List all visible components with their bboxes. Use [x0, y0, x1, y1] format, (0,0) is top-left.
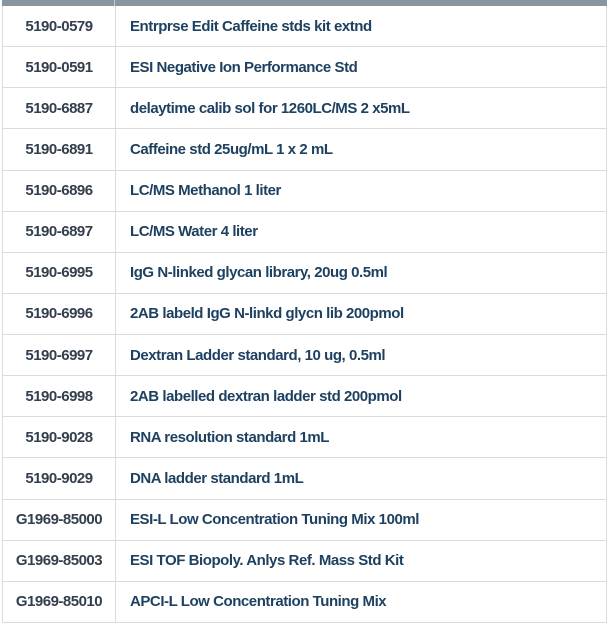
table-row — [2, 88, 607, 129]
table-row — [2, 294, 607, 335]
table-row — [2, 47, 607, 88]
part-number-cell: 5190-9029 — [3, 458, 116, 498]
description-cell: LC/MS Water 4 liter — [130, 223, 258, 241]
table-body — [2, 6, 607, 623]
description-cell: delaytime calib sol for 1260LC/MS 2 x5mL — [130, 99, 410, 117]
table-row — [2, 253, 607, 294]
part-number-cell: 5190-6891 — [3, 129, 116, 169]
table-row — [2, 6, 607, 47]
parts-table — [2, 0, 607, 623]
description-cell: 2AB labelled dextran ladder std 200pmol — [130, 387, 402, 405]
description-cell: ESI-L Low Concentration Tuning Mix 100ml — [130, 511, 419, 529]
description-cell: LC/MS Methanol 1 liter — [130, 182, 281, 200]
description-cell: DNA ladder standard 1mL — [130, 469, 304, 487]
description-cell: Entrprse Edit Caffeine stds kit extnd — [130, 17, 372, 35]
table-row — [2, 376, 607, 417]
part-number-cell: 5190-6995 — [3, 253, 116, 293]
table-row — [2, 335, 607, 376]
part-number-cell: 5190-6996 — [3, 294, 116, 334]
part-number-cell: G1969-85010 — [3, 582, 116, 622]
table-row — [2, 417, 607, 458]
table-row — [2, 212, 607, 253]
part-number-cell: 5190-0591 — [3, 47, 116, 87]
description-cell: ESI TOF Biopoly. Anlys Ref. Mass Std Kit — [130, 552, 404, 570]
part-number-cell: G1969-85000 — [3, 500, 116, 540]
description-cell: IgG N-linked glycan library, 20ug 0.5ml — [130, 264, 388, 282]
table-row — [2, 582, 607, 623]
table-row — [2, 458, 607, 499]
part-number-cell: 5190-0579 — [3, 6, 116, 46]
table-row — [2, 129, 607, 170]
part-number-cell: G1969-85003 — [3, 541, 116, 581]
description-cell: 2AB labeld IgG N-linkd glycn lib 200pmol — [130, 305, 404, 323]
description-cell: Dextran Ladder standard, 10 ug, 0.5ml — [130, 346, 386, 364]
part-number-cell: 5190-6998 — [3, 376, 116, 416]
table-row — [2, 541, 607, 582]
description-cell: RNA resolution standard 1mL — [130, 428, 329, 446]
description-cell: Caffeine std 25ug/mL 1 x 2 mL — [130, 140, 333, 158]
part-number-cell: 5190-6897 — [3, 212, 116, 252]
table-row — [2, 171, 607, 212]
table-row — [2, 500, 607, 541]
part-number-cell: 5190-6896 — [3, 171, 116, 211]
part-number-cell: 5190-9028 — [3, 417, 116, 457]
description-cell: ESI Negative Ion Performance Std — [130, 58, 358, 76]
description-cell: APCI-L Low Concentration Tuning Mix — [130, 593, 387, 611]
part-number-cell: 5190-6887 — [3, 88, 116, 128]
part-number-cell: 5190-6997 — [3, 335, 116, 375]
